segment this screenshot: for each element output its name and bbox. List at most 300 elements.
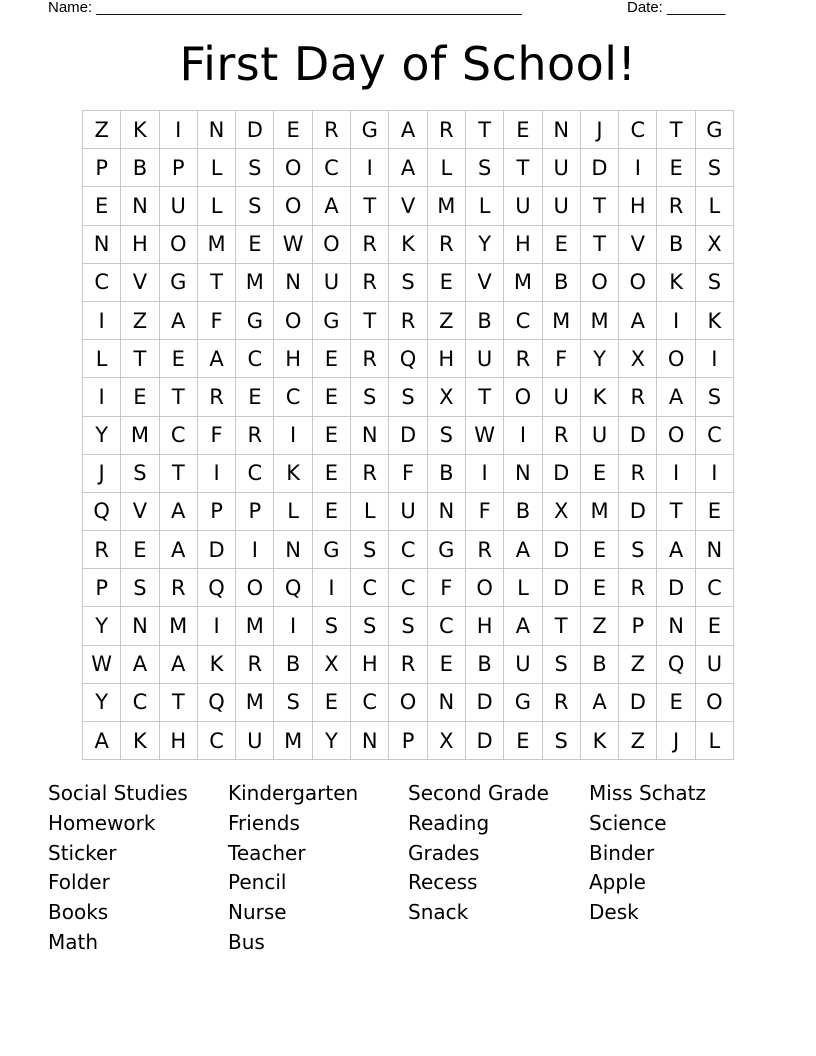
grid-cell[interactable]: R xyxy=(197,378,235,416)
grid-cell[interactable]: E xyxy=(542,225,580,263)
grid-cell[interactable]: E xyxy=(312,492,350,530)
grid-cell[interactable]: H xyxy=(465,607,503,645)
grid-cell[interactable]: E xyxy=(580,531,618,569)
grid-cell[interactable]: N xyxy=(274,263,312,301)
grid-cell[interactable]: T xyxy=(657,492,695,530)
grid-cell[interactable]: S xyxy=(351,378,389,416)
grid-cell[interactable]: P xyxy=(83,149,121,187)
grid-cell[interactable]: E xyxy=(504,111,542,149)
grid-cell[interactable]: C xyxy=(695,569,733,607)
grid-cell[interactable]: K xyxy=(121,111,159,149)
grid-cell[interactable]: D xyxy=(619,492,657,530)
grid-cell[interactable]: S xyxy=(619,531,657,569)
grid-cell[interactable]: Z xyxy=(83,111,121,149)
grid-cell[interactable]: N xyxy=(657,607,695,645)
grid-cell[interactable]: A xyxy=(504,607,542,645)
grid-cell[interactable]: Z xyxy=(121,301,159,339)
grid-cell[interactable]: E xyxy=(236,225,274,263)
grid-cell[interactable]: A xyxy=(619,301,657,339)
grid-cell[interactable]: O xyxy=(465,569,503,607)
grid-cell[interactable]: E xyxy=(121,378,159,416)
grid-cell[interactable]: I xyxy=(197,607,235,645)
grid-cell[interactable]: E xyxy=(580,569,618,607)
grid-cell[interactable]: R xyxy=(236,416,274,454)
grid-cell[interactable]: K xyxy=(274,454,312,492)
grid-cell[interactable]: N xyxy=(274,531,312,569)
grid-cell[interactable]: G xyxy=(312,531,350,569)
grid-cell[interactable]: R xyxy=(657,187,695,225)
grid-cell[interactable]: O xyxy=(236,569,274,607)
grid-cell[interactable]: N xyxy=(504,454,542,492)
grid-cell[interactable]: R xyxy=(427,111,465,149)
grid-cell[interactable]: A xyxy=(504,531,542,569)
grid-cell[interactable]: A xyxy=(159,531,197,569)
grid-cell[interactable]: L xyxy=(504,569,542,607)
grid-cell[interactable]: U xyxy=(580,416,618,454)
grid-cell[interactable]: M xyxy=(236,263,274,301)
grid-cell[interactable]: M xyxy=(542,301,580,339)
grid-cell[interactable]: P xyxy=(83,569,121,607)
grid-cell[interactable]: D xyxy=(236,111,274,149)
grid-cell[interactable]: H xyxy=(427,340,465,378)
grid-cell[interactable]: Y xyxy=(83,683,121,721)
grid-cell[interactable]: U xyxy=(236,722,274,760)
grid-cell[interactable]: C xyxy=(695,416,733,454)
grid-cell[interactable]: R xyxy=(542,683,580,721)
grid-cell[interactable]: D xyxy=(619,683,657,721)
grid-cell[interactable]: X xyxy=(427,722,465,760)
grid-cell[interactable]: N xyxy=(542,111,580,149)
grid-cell[interactable]: R xyxy=(83,531,121,569)
grid-cell[interactable]: H xyxy=(619,187,657,225)
grid-cell[interactable]: F xyxy=(197,416,235,454)
grid-cell[interactable]: A xyxy=(159,301,197,339)
grid-cell[interactable]: O xyxy=(274,301,312,339)
grid-cell[interactable]: T xyxy=(657,111,695,149)
grid-cell[interactable]: F xyxy=(542,340,580,378)
grid-cell[interactable]: E xyxy=(427,645,465,683)
grid-cell[interactable]: T xyxy=(159,683,197,721)
grid-cell[interactable]: I xyxy=(236,531,274,569)
grid-cell[interactable]: B xyxy=(465,645,503,683)
word-bank-item: Bus xyxy=(228,929,265,954)
grid-cell[interactable]: T xyxy=(504,149,542,187)
grid-cell[interactable]: C xyxy=(159,416,197,454)
grid-cell[interactable]: F xyxy=(389,454,427,492)
grid-cell[interactable]: Z xyxy=(580,607,618,645)
grid-cell[interactable]: C xyxy=(236,340,274,378)
grid-cell[interactable]: N xyxy=(83,225,121,263)
grid-cell[interactable]: H xyxy=(351,645,389,683)
grid-cell[interactable]: M xyxy=(159,607,197,645)
grid-cell[interactable]: R xyxy=(351,225,389,263)
word-bank-item: Second Grade xyxy=(408,781,549,805)
grid-cell[interactable]: E xyxy=(695,492,733,530)
grid-cell[interactable]: H xyxy=(121,225,159,263)
grid-cell[interactable]: Z xyxy=(427,301,465,339)
grid-cell[interactable]: S xyxy=(121,569,159,607)
grid-cell[interactable]: T xyxy=(351,301,389,339)
grid-cell[interactable]: E xyxy=(657,683,695,721)
grid-cell[interactable]: L xyxy=(197,187,235,225)
grid-cell[interactable]: V xyxy=(465,263,503,301)
grid-cell[interactable]: S xyxy=(312,607,350,645)
grid-cell[interactable]: N xyxy=(121,187,159,225)
grid-cell[interactable]: T xyxy=(580,187,618,225)
grid-cell[interactable]: D xyxy=(389,416,427,454)
grid-cell[interactable]: G xyxy=(312,301,350,339)
grid-cell[interactable]: C xyxy=(236,454,274,492)
grid-cell[interactable]: T xyxy=(351,187,389,225)
grid-cell[interactable]: S xyxy=(389,378,427,416)
grid-row xyxy=(83,683,734,721)
grid-cell[interactable]: Y xyxy=(465,225,503,263)
grid-cell[interactable]: X xyxy=(312,645,350,683)
grid-cell[interactable]: R xyxy=(504,340,542,378)
grid-cell[interactable]: F xyxy=(465,492,503,530)
grid-cell[interactable]: D xyxy=(542,454,580,492)
grid-cell[interactable]: X xyxy=(542,492,580,530)
grid-cell[interactable]: D xyxy=(619,416,657,454)
grid-cell[interactable]: Q xyxy=(274,569,312,607)
grid-cell[interactable]: K xyxy=(389,225,427,263)
grid-cell[interactable]: I xyxy=(312,569,350,607)
grid-cell[interactable]: M xyxy=(121,416,159,454)
grid-cell[interactable]: S xyxy=(427,416,465,454)
grid-cell[interactable]: N xyxy=(695,531,733,569)
grid-cell[interactable]: R xyxy=(619,569,657,607)
grid-cell[interactable]: D xyxy=(542,569,580,607)
grid-cell[interactable]: K xyxy=(197,645,235,683)
grid-cell[interactable]: X xyxy=(427,378,465,416)
grid-cell[interactable]: T xyxy=(197,263,235,301)
grid-cell[interactable]: A xyxy=(121,645,159,683)
grid-cell[interactable]: I xyxy=(159,111,197,149)
grid-cell[interactable]: P xyxy=(197,492,235,530)
grid-cell[interactable]: Y xyxy=(83,416,121,454)
grid-cell[interactable]: W xyxy=(465,416,503,454)
grid-cell[interactable]: E xyxy=(274,111,312,149)
grid-cell[interactable]: O xyxy=(619,263,657,301)
grid-cell[interactable]: A xyxy=(159,645,197,683)
grid-cell[interactable]: U xyxy=(312,263,350,301)
word-bank-item: Desk xyxy=(589,900,639,925)
grid-cell[interactable]: Y xyxy=(580,340,618,378)
grid-cell[interactable]: O xyxy=(657,416,695,454)
grid-cell[interactable]: U xyxy=(159,187,197,225)
grid-cell[interactable]: Z xyxy=(619,722,657,760)
grid-cell[interactable]: M xyxy=(236,683,274,721)
grid-cell[interactable]: E xyxy=(312,683,350,721)
grid-cell[interactable]: E xyxy=(312,416,350,454)
grid-cell[interactable]: B xyxy=(542,263,580,301)
grid-cell[interactable]: U xyxy=(695,645,733,683)
grid-cell[interactable]: P xyxy=(236,492,274,530)
grid-cell[interactable]: U xyxy=(542,149,580,187)
grid-cell[interactable]: O xyxy=(159,225,197,263)
grid-cell[interactable]: V xyxy=(389,187,427,225)
grid-cell[interactable]: H xyxy=(159,722,197,760)
grid-cell[interactable]: I xyxy=(504,416,542,454)
grid-cell[interactable]: R xyxy=(351,454,389,492)
grid-cell[interactable]: I xyxy=(197,454,235,492)
grid-cell[interactable]: C xyxy=(427,607,465,645)
grid-cell[interactable]: Q xyxy=(197,569,235,607)
grid-cell[interactable]: E xyxy=(121,531,159,569)
grid-cell[interactable]: G xyxy=(159,263,197,301)
grid-cell[interactable]: L xyxy=(465,187,503,225)
grid-cell[interactable]: N xyxy=(121,607,159,645)
grid-cell[interactable]: S xyxy=(121,454,159,492)
grid-cell[interactable]: A xyxy=(580,683,618,721)
grid-cell[interactable]: A xyxy=(657,531,695,569)
grid-cell[interactable]: E xyxy=(83,187,121,225)
grid-cell[interactable]: P xyxy=(619,607,657,645)
grid-cell[interactable]: O xyxy=(274,149,312,187)
grid-cell[interactable]: W xyxy=(83,645,121,683)
grid-cell[interactable]: P xyxy=(159,149,197,187)
grid-cell[interactable]: C xyxy=(504,301,542,339)
grid-cell[interactable]: L xyxy=(427,149,465,187)
grid-cell[interactable]: S xyxy=(695,263,733,301)
grid-cell[interactable]: I xyxy=(83,378,121,416)
grid-cell[interactable]: K xyxy=(580,722,618,760)
grid-cell[interactable]: B xyxy=(121,149,159,187)
grid-cell[interactable]: N xyxy=(351,416,389,454)
grid-cell[interactable]: N xyxy=(197,111,235,149)
grid-cell[interactable]: R xyxy=(619,378,657,416)
grid-cell[interactable]: R xyxy=(351,340,389,378)
grid-cell[interactable]: E xyxy=(312,340,350,378)
word-bank-column xyxy=(228,779,408,958)
grid-cell[interactable]: B xyxy=(657,225,695,263)
grid-cell[interactable]: E xyxy=(580,454,618,492)
grid-cell[interactable]: N xyxy=(351,722,389,760)
grid-cell[interactable]: T xyxy=(542,607,580,645)
grid-cell[interactable]: L xyxy=(83,340,121,378)
grid-cell[interactable]: L xyxy=(197,149,235,187)
grid-cell[interactable]: V xyxy=(121,263,159,301)
grid-cell[interactable]: U xyxy=(504,645,542,683)
grid-cell[interactable]: R xyxy=(427,225,465,263)
word-search-grid xyxy=(82,110,734,760)
grid-cell[interactable]: I xyxy=(619,149,657,187)
grid-cell[interactable]: T xyxy=(159,378,197,416)
grid-cell[interactable]: X xyxy=(619,340,657,378)
grid-cell[interactable]: E xyxy=(657,149,695,187)
word-bank-item: Recess xyxy=(408,870,478,895)
grid-cell[interactable]: U xyxy=(389,492,427,530)
grid-cell[interactable]: R xyxy=(542,416,580,454)
grid-cell[interactable]: H xyxy=(274,340,312,378)
grid-cell[interactable]: T xyxy=(580,225,618,263)
grid-cell[interactable]: I xyxy=(695,340,733,378)
grid-cell[interactable]: F xyxy=(197,301,235,339)
grid-cell[interactable]: W xyxy=(274,225,312,263)
grid-cell[interactable]: I xyxy=(465,454,503,492)
grid-cell[interactable]: A xyxy=(312,187,350,225)
grid-cell[interactable]: S xyxy=(695,149,733,187)
grid-cell[interactable]: N xyxy=(427,683,465,721)
grid-cell[interactable]: A xyxy=(389,111,427,149)
grid-cell[interactable]: U xyxy=(504,187,542,225)
name-line[interactable]: Name: ___________________________________________________ xyxy=(48,0,522,16)
grid-cell[interactable]: I xyxy=(657,301,695,339)
grid-cell[interactable]: C xyxy=(351,683,389,721)
grid-cell[interactable]: Q xyxy=(197,683,235,721)
grid-cell[interactable]: J xyxy=(83,454,121,492)
grid-cell[interactable]: S xyxy=(351,607,389,645)
grid-cell[interactable]: M xyxy=(274,722,312,760)
grid-cell[interactable]: P xyxy=(389,722,427,760)
grid-cell[interactable]: A xyxy=(657,378,695,416)
grid-cell[interactable]: L xyxy=(695,187,733,225)
grid-cell[interactable]: J xyxy=(657,722,695,760)
grid-cell[interactable]: M xyxy=(504,263,542,301)
grid-cell[interactable]: O xyxy=(312,225,350,263)
grid-cell[interactable]: I xyxy=(695,454,733,492)
grid-cell[interactable]: M xyxy=(197,225,235,263)
grid-cell[interactable]: S xyxy=(542,722,580,760)
grid-cell[interactable]: V xyxy=(619,225,657,263)
grid-cell[interactable]: G xyxy=(236,301,274,339)
grid-cell[interactable]: U xyxy=(542,187,580,225)
grid-cell[interactable]: H xyxy=(504,225,542,263)
grid-cell[interactable]: C xyxy=(351,569,389,607)
grid-cell[interactable]: G xyxy=(695,111,733,149)
grid-cell[interactable]: O xyxy=(657,340,695,378)
grid-cell[interactable]: E xyxy=(236,378,274,416)
grid-cell[interactable]: C xyxy=(389,569,427,607)
grid-cell[interactable]: U xyxy=(465,340,503,378)
grid-cell[interactable]: R xyxy=(159,569,197,607)
grid-cell[interactable]: M xyxy=(580,492,618,530)
grid-cell[interactable]: M xyxy=(580,301,618,339)
grid-cell[interactable]: B xyxy=(504,492,542,530)
grid-cell[interactable]: D xyxy=(542,531,580,569)
grid-row xyxy=(83,225,734,263)
grid-cell[interactable]: S xyxy=(389,607,427,645)
grid-cell[interactable]: T xyxy=(465,111,503,149)
grid-cell[interactable]: C xyxy=(121,683,159,721)
grid-cell[interactable]: R xyxy=(312,111,350,149)
grid-cell[interactable]: L xyxy=(695,722,733,760)
grid-cell[interactable]: K xyxy=(657,263,695,301)
grid-cell[interactable]: E xyxy=(312,378,350,416)
grid-cell[interactable]: X xyxy=(695,225,733,263)
grid-cell[interactable]: R xyxy=(389,645,427,683)
grid-cell[interactable]: L xyxy=(274,492,312,530)
grid-cell[interactable]: S xyxy=(389,263,427,301)
grid-cell[interactable]: T xyxy=(121,340,159,378)
grid-cell[interactable]: D xyxy=(465,683,503,721)
grid-cell[interactable]: C xyxy=(389,531,427,569)
grid-cell[interactable]: D xyxy=(465,722,503,760)
grid-cell[interactable]: E xyxy=(695,607,733,645)
grid-cell[interactable]: B xyxy=(465,301,503,339)
grid-cell[interactable]: S xyxy=(695,378,733,416)
grid-cell[interactable]: T xyxy=(159,454,197,492)
grid-cell[interactable]: U xyxy=(542,378,580,416)
grid-cell[interactable]: S xyxy=(351,531,389,569)
grid-cell[interactable]: M xyxy=(236,607,274,645)
grid-cell[interactable]: A xyxy=(389,149,427,187)
grid-cell[interactable]: L xyxy=(351,492,389,530)
grid-cell[interactable]: C xyxy=(274,378,312,416)
grid-cell[interactable]: Y xyxy=(312,722,350,760)
grid-cell[interactable]: C xyxy=(312,149,350,187)
grid-cell[interactable]: O xyxy=(274,187,312,225)
grid-cell[interactable]: A xyxy=(83,722,121,760)
grid-cell[interactable]: R xyxy=(389,301,427,339)
grid-cell[interactable]: S xyxy=(465,149,503,187)
grid-cell[interactable]: Y xyxy=(83,607,121,645)
grid-cell[interactable]: B xyxy=(580,645,618,683)
grid-cell[interactable]: K xyxy=(695,301,733,339)
grid-cell[interactable]: R xyxy=(619,454,657,492)
grid-cell[interactable]: A xyxy=(197,340,235,378)
grid-cell[interactable]: S xyxy=(274,683,312,721)
grid-cell[interactable]: O xyxy=(389,683,427,721)
grid-cell[interactable]: E xyxy=(504,722,542,760)
grid-cell[interactable]: Q xyxy=(657,645,695,683)
grid-cell[interactable]: C xyxy=(197,722,235,760)
grid-cell[interactable]: S xyxy=(236,149,274,187)
grid-cell[interactable]: N xyxy=(427,492,465,530)
grid-cell[interactable]: R xyxy=(351,263,389,301)
grid-cell[interactable]: E xyxy=(427,263,465,301)
grid-cell[interactable]: G xyxy=(351,111,389,149)
grid-cell[interactable]: O xyxy=(580,263,618,301)
grid-cell[interactable]: J xyxy=(580,111,618,149)
grid-cell[interactable]: D xyxy=(197,531,235,569)
grid-cell[interactable]: B xyxy=(427,454,465,492)
grid-cell[interactable]: D xyxy=(580,149,618,187)
grid-cell[interactable]: I xyxy=(83,301,121,339)
grid-cell[interactable]: G xyxy=(427,531,465,569)
grid-cell[interactable]: Q xyxy=(83,492,121,530)
grid-cell[interactable]: I xyxy=(274,416,312,454)
grid-cell[interactable]: R xyxy=(465,531,503,569)
grid-cell[interactable]: Q xyxy=(389,340,427,378)
grid-cell[interactable]: Z xyxy=(619,645,657,683)
grid-cell[interactable]: C xyxy=(619,111,657,149)
grid-cell[interactable]: C xyxy=(83,263,121,301)
date-line[interactable]: Date: _______ xyxy=(627,0,726,16)
grid-cell[interactable]: I xyxy=(657,454,695,492)
grid-cell[interactable]: K xyxy=(121,722,159,760)
grid-cell[interactable]: K xyxy=(580,378,618,416)
grid-cell[interactable]: E xyxy=(312,454,350,492)
grid-cell[interactable]: D xyxy=(657,569,695,607)
word-bank-item: Math xyxy=(48,929,99,954)
grid-cell[interactable]: M xyxy=(427,187,465,225)
grid-cell[interactable]: O xyxy=(695,683,733,721)
grid-cell[interactable]: I xyxy=(351,149,389,187)
grid-cell[interactable]: I xyxy=(274,607,312,645)
grid-cell[interactable]: A xyxy=(159,492,197,530)
grid-cell[interactable]: G xyxy=(504,683,542,721)
grid-cell[interactable]: B xyxy=(274,645,312,683)
grid-cell[interactable]: S xyxy=(542,645,580,683)
grid-cell[interactable]: R xyxy=(236,645,274,683)
grid-cell[interactable]: O xyxy=(504,378,542,416)
grid-cell[interactable]: T xyxy=(465,378,503,416)
grid-cell[interactable]: F xyxy=(427,569,465,607)
grid-cell[interactable]: E xyxy=(159,340,197,378)
grid-cell[interactable]: S xyxy=(236,187,274,225)
grid-cell[interactable]: V xyxy=(121,492,159,530)
